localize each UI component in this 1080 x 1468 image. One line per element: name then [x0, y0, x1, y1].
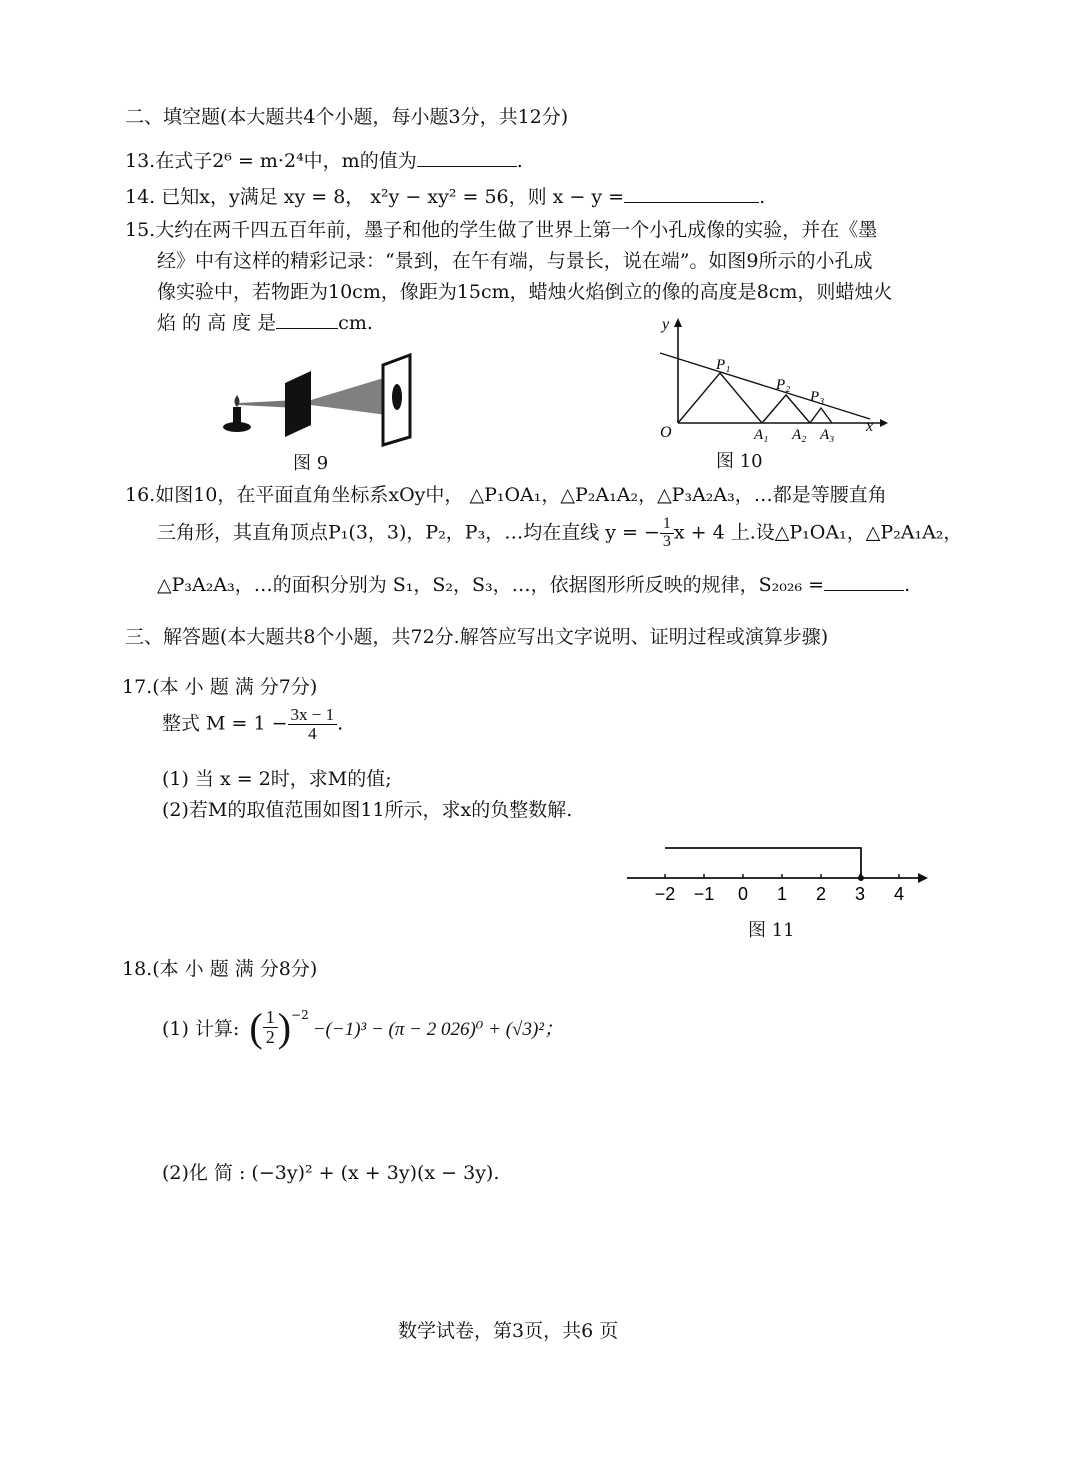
- a3-label: A₃: [820, 427, 835, 443]
- line-y-equals-minus-third-x-plus-4: [660, 353, 870, 419]
- question-17-expression: [162, 706, 343, 743]
- a1-label: A₁: [754, 427, 769, 443]
- light-ray-right: [311, 377, 387, 415]
- fraction-one-half: [263, 1008, 278, 1047]
- question-15-line4-text: 焰 的 高 度 是: [157, 312, 277, 334]
- question-14-end: .: [759, 186, 766, 208]
- section3-heading: 三、解答题(本大题共8个小题，共72分.解答应写出文字说明、证明过程或演算步骤): [125, 626, 829, 648]
- answer-blank-16[interactable]: [824, 572, 904, 591]
- tick-label: 3: [854, 884, 866, 904]
- left-paren: (: [249, 1005, 263, 1050]
- triangle-p3-a2-a3: [810, 408, 832, 423]
- y-axis-arrow-icon: [674, 318, 682, 327]
- question-18-part1: [162, 1004, 563, 1051]
- page-footer: 数学试卷，第3页，共6 页: [398, 1320, 619, 1342]
- fraction-denominator: 3: [662, 532, 671, 550]
- section2-heading: 二、填空题(本大题共4个小题，每小题3分，共12分): [125, 106, 569, 128]
- figure-10-caption: 图 10: [716, 451, 763, 472]
- answer-blank-14[interactable]: [624, 184, 759, 203]
- question-13: [125, 146, 523, 173]
- expression-m: 整式 M = 1 −: [162, 712, 288, 735]
- fraction-one-third: [660, 516, 674, 551]
- question-17-heading: 17.(本 小 题 满 分7分): [122, 676, 318, 698]
- question-17-part2: (2)若M的取值范围如图11所示，求x的负整数解.: [162, 799, 573, 821]
- question-14: [125, 182, 765, 209]
- figure-11-number-line: [625, 840, 935, 910]
- question-18-part1-label: (1) 计算:: [162, 1018, 240, 1040]
- range-indicator: [665, 848, 861, 878]
- question-18-part1-expression: −(−1)³ − (π − 2 026)⁰ + (√3)²；: [312, 1019, 563, 1040]
- pinhole-board-icon: [285, 371, 311, 437]
- question-15-line2: 经》中有这样的精彩记录：“景到，在午有端，与景长，说在端”。如图9所示的小孔成: [157, 250, 873, 272]
- p1-label: P₁: [716, 357, 731, 373]
- flame-icon: [235, 395, 240, 407]
- question-15-line3: 像实验中，若物距为10cm，像距为15cm，蜡烛火焰倒立的像的高度是8cm，则蜡烛火: [157, 281, 893, 303]
- figure-11-caption: 图 11: [748, 920, 795, 941]
- expression-end: .: [337, 712, 344, 735]
- answer-blank-13[interactable]: [417, 148, 517, 167]
- question-13-end: .: [516, 150, 523, 172]
- fraction-numerator: 1: [660, 516, 674, 534]
- figure-10-graph: [650, 315, 890, 443]
- question-16-line3: [157, 570, 910, 597]
- tick-label: −1: [693, 884, 715, 904]
- question-16-line3-text: △P₃A₂A₃，…的面积分别为 S₁，S₂，S₃，…，依据图形所反映的规律，S₂₀₂₆ =: [157, 574, 825, 596]
- tick-label: 4: [893, 884, 905, 904]
- fraction-denominator: 4: [308, 723, 317, 743]
- question-18-heading: 18.(本 小 题 满 分8分): [122, 958, 318, 980]
- fraction-3x-minus-1-over-4: [288, 706, 338, 743]
- question-16-line2-rest: x + 4 上.设△P₁OA₁，△P₂A₁A₂，: [673, 521, 963, 544]
- question-15-line1: 15.大约在两千四五百年前，墨子和他的学生做了世界上第一个小孔成像的实验，并在《墨: [125, 219, 878, 241]
- question-17-part1: (1) 当 x = 2时，求M的值;: [162, 768, 392, 790]
- question-15-line4: [157, 308, 373, 335]
- question-16-end: .: [904, 574, 911, 596]
- inverted-image-icon: [392, 384, 402, 410]
- question-14-text: 14. 已知x，y满足 xy = 8， x²y − xy² = 56，则 x − y =: [125, 186, 625, 208]
- question-18-part2: (2)化 简 : (−3y)² + (x + 3y)(x − 3y).: [162, 1162, 500, 1184]
- fraction-numerator: 3x − 1: [288, 706, 338, 725]
- a2-label: A₂: [792, 427, 807, 443]
- fraction-numerator: 1: [263, 1008, 278, 1028]
- question-13-text: 13.在式子2⁶ = m·2⁴中，m的值为: [125, 150, 417, 172]
- candle-icon: [233, 407, 241, 427]
- tick-label: 2: [815, 884, 827, 904]
- closed-endpoint-icon: [858, 875, 864, 881]
- question-15-unit: cm.: [338, 312, 373, 334]
- question-16-line2: [157, 516, 962, 551]
- question-16-line1: 16.如图10，在平面直角坐标系xOy中， △P₁OA₁，△P₂A₁A₂，△P₃A₂A₃，…都是等腰直角: [125, 484, 887, 506]
- tick-label: 0: [737, 884, 749, 904]
- answer-blank-15[interactable]: [276, 310, 338, 329]
- x-axis-label: x: [866, 418, 874, 435]
- p3-label: P₃: [810, 389, 825, 405]
- question-16-line2-text: 三角形，其直角顶点P₁(3，3)，P₂，P₃，…均在直线 y = −: [157, 521, 660, 544]
- tick-label: 1: [776, 884, 788, 904]
- tick-label: −2: [654, 884, 676, 904]
- y-axis-label: y: [662, 316, 670, 333]
- fraction-denominator: 2: [265, 1027, 275, 1047]
- figure-9-caption: 图 9: [293, 453, 329, 474]
- x-axis-arrow-icon: [880, 419, 888, 427]
- origin-label: O: [660, 424, 672, 441]
- p2-label: P₂: [776, 377, 791, 393]
- right-paren: ): [277, 1005, 292, 1050]
- figure-9-pinhole-camera: [215, 355, 425, 445]
- triangle-p2-a1-a2: [762, 395, 810, 423]
- number-line-arrow-icon: [918, 873, 928, 883]
- exponent: −2: [291, 1008, 309, 1022]
